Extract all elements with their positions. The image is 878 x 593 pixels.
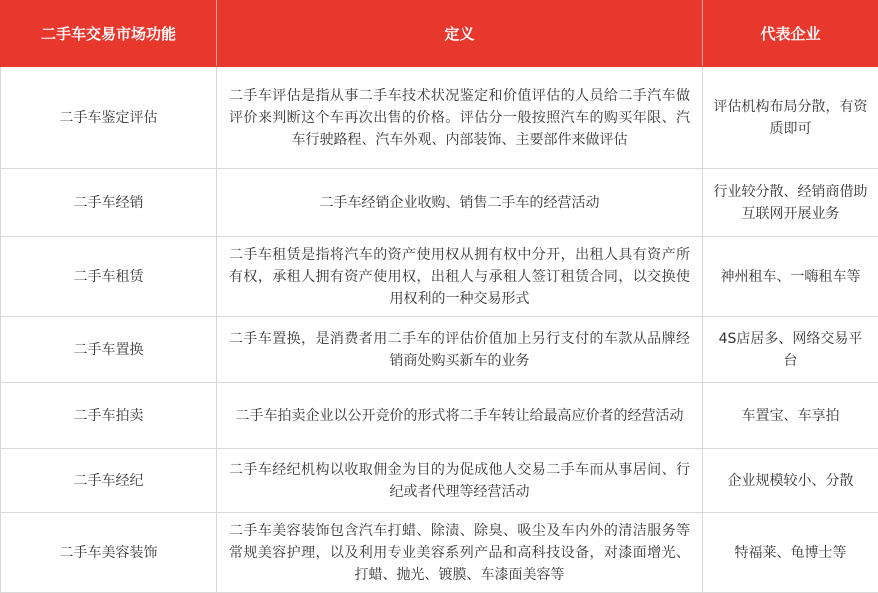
function-cell: 二手车鉴定评估 xyxy=(1,67,217,169)
header-function: 二手车交易市场功能 xyxy=(1,1,217,67)
function-cell: 二手车租赁 xyxy=(1,237,217,317)
companies-cell: 企业规模较小、分散 xyxy=(703,449,878,513)
header-companies: 代表企业 xyxy=(703,1,878,67)
header-row xyxy=(1,1,878,67)
table-row xyxy=(1,67,878,169)
definition-cell: 二手车拍卖企业以公开竞价的形式将二手车转让给最高应价者的经营活动 xyxy=(217,383,703,449)
table-row xyxy=(1,169,878,237)
table-row xyxy=(1,513,878,593)
companies-cell: 神州租车、一嗨租车等 xyxy=(703,237,878,317)
companies-cell: 行业较分散、经销商借助互联网开展业务 xyxy=(703,169,878,237)
definition-cell: 二手车评估是指从事二手车技术状况鉴定和价值评估的人员给二手汽车做评价来判断这个车再次出售的价格。评估分一般按照汽车的购买年限、汽车行驶路程、汽车外观、内部装饰、主要部件来做评估 xyxy=(217,67,703,169)
function-cell: 二手车美容装饰 xyxy=(1,513,217,593)
table-row xyxy=(1,237,878,317)
companies-cell: 特福莱、龟博士等 xyxy=(703,513,878,593)
definition-cell: 二手车置换，是消费者用二手车的评估价值加上另行支付的车款从品牌经销商处购买新车的业务 xyxy=(217,317,703,383)
table-row xyxy=(1,449,878,513)
companies-cell: 评估机构布局分散，有资质即可 xyxy=(703,67,878,169)
header-definition: 定义 xyxy=(217,1,703,67)
definition-cell: 二手车租赁是指将汽车的资产使用权从拥有权中分开，出租人具有资产所有权，承租人拥有资产使用权，出租人与承租人签订租赁合同，以交换使用权利的一种交易形式 xyxy=(217,237,703,317)
function-cell: 二手车置换 xyxy=(1,317,217,383)
companies-cell: 4S店居多、网络交易平台 xyxy=(703,317,878,383)
table-row xyxy=(1,317,878,383)
function-cell: 二手车拍卖 xyxy=(1,383,217,449)
definition-cell: 二手车经销企业收购、销售二手车的经营活动 xyxy=(217,169,703,237)
function-cell: 二手车经纪 xyxy=(1,449,217,513)
function-cell: 二手车经销 xyxy=(1,169,217,237)
table-row xyxy=(1,383,878,449)
companies-cell: 车置宝、车享拍 xyxy=(703,383,878,449)
definition-cell: 二手车经纪机构以收取佣金为目的为促成他人交易二手车而从事居间、行纪或者代理等经营活动 xyxy=(217,449,703,513)
definition-cell: 二手车美容装饰包含汽车打蜡、除渍、除臭、吸尘及车内外的清洁服务等常规美容护理，以及利用专业美容系列产品和高科技设备，对漆面增光、打蜡、抛光、镀膜、车漆面美容等 xyxy=(217,513,703,593)
